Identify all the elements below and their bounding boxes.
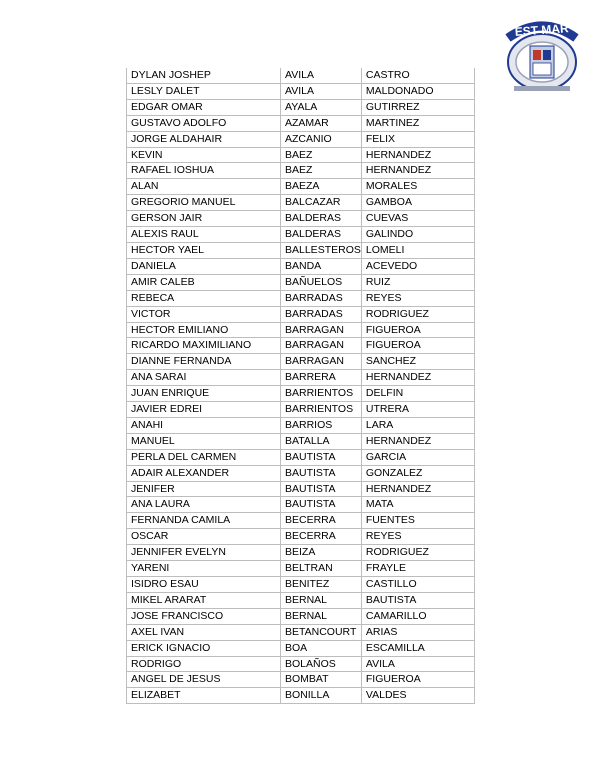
table-row [127, 481, 475, 497]
first-name-cell: AXEL IVAN [127, 624, 281, 640]
maternal-surname-cell: LARA [361, 417, 474, 433]
maternal-surname-cell: MATA [361, 497, 474, 513]
maternal-surname-cell: RUIZ [361, 274, 474, 290]
paternal-surname-cell: BAEZ [281, 163, 362, 179]
table-row [127, 545, 475, 561]
first-name-cell: GREGORIO MANUEL [127, 195, 281, 211]
table-row [127, 211, 475, 227]
first-name-cell: OSCAR [127, 529, 281, 545]
table-row [127, 99, 475, 115]
paternal-surname-cell: AYALA [281, 99, 362, 115]
table-row [127, 242, 475, 258]
paternal-surname-cell: AVILA [281, 68, 362, 83]
first-name-cell: RICARDO MAXIMILIANO [127, 338, 281, 354]
table-row [127, 465, 475, 481]
table-row [127, 290, 475, 306]
paternal-surname-cell: BARRADAS [281, 306, 362, 322]
table-row [127, 163, 475, 179]
maternal-surname-cell: REYES [361, 529, 474, 545]
first-name-cell: HECTOR EMILIANO [127, 322, 281, 338]
maternal-surname-cell: RODRIGUEZ [361, 545, 474, 561]
table-row [127, 370, 475, 386]
first-name-cell: VICTOR [127, 306, 281, 322]
first-name-cell: ANA SARAI [127, 370, 281, 386]
maternal-surname-cell: MORALES [361, 179, 474, 195]
students-table [126, 68, 475, 704]
paternal-surname-cell: BECERRA [281, 513, 362, 529]
maternal-surname-cell: BAUTISTA [361, 592, 474, 608]
table-row [127, 131, 475, 147]
paternal-surname-cell: AVILA [281, 83, 362, 99]
first-name-cell: ISIDRO ESAU [127, 577, 281, 593]
maternal-surname-cell: MALDONADO [361, 83, 474, 99]
maternal-surname-cell: GAMBOA [361, 195, 474, 211]
table-row [127, 577, 475, 593]
first-name-cell: JORGE ALDAHAIR [127, 131, 281, 147]
table-row [127, 227, 475, 243]
first-name-cell: ALAN [127, 179, 281, 195]
first-name-cell: ADAIR ALEXANDER [127, 465, 281, 481]
first-name-cell: RODRIGO [127, 656, 281, 672]
maternal-surname-cell: FRAYLE [361, 561, 474, 577]
table-row [127, 322, 475, 338]
paternal-surname-cell: BELTRAN [281, 561, 362, 577]
first-name-cell: ANA LAURA [127, 497, 281, 513]
maternal-surname-cell: CASTILLO [361, 577, 474, 593]
maternal-surname-cell: ESCAMILLA [361, 640, 474, 656]
table-row [127, 529, 475, 545]
first-name-cell: ERICK IGNACIO [127, 640, 281, 656]
table-row [127, 656, 475, 672]
maternal-surname-cell: FELIX [361, 131, 474, 147]
maternal-surname-cell: CAMARILLO [361, 608, 474, 624]
paternal-surname-cell: BARRIENTOS [281, 402, 362, 418]
paternal-surname-cell: BARRERA [281, 370, 362, 386]
first-name-cell: MIKEL ARARAT [127, 592, 281, 608]
table-row [127, 195, 475, 211]
paternal-surname-cell: BAEZA [281, 179, 362, 195]
paternal-surname-cell: BARRIENTOS [281, 386, 362, 402]
logo-text: EST MAR [514, 21, 570, 39]
table-row [127, 386, 475, 402]
paternal-surname-cell: BOLAÑOS [281, 656, 362, 672]
paternal-surname-cell: BARRADAS [281, 290, 362, 306]
paternal-surname-cell: BETANCOURT [281, 624, 362, 640]
first-name-cell: KEVIN [127, 147, 281, 163]
paternal-surname-cell: BEIZA [281, 545, 362, 561]
table-row [127, 497, 475, 513]
paternal-surname-cell: BARRAGAN [281, 354, 362, 370]
table-row [127, 417, 475, 433]
paternal-surname-cell: BALDERAS [281, 227, 362, 243]
paternal-surname-cell: AZCANIO [281, 131, 362, 147]
maternal-surname-cell: RODRIGUEZ [361, 306, 474, 322]
first-name-cell: ELIZABET [127, 688, 281, 704]
first-name-cell: JAVIER EDREI [127, 402, 281, 418]
first-name-cell: EDGAR OMAR [127, 99, 281, 115]
table-row [127, 258, 475, 274]
paternal-surname-cell: BAUTISTA [281, 497, 362, 513]
table-row [127, 672, 475, 688]
maternal-surname-cell: LOMELI [361, 242, 474, 258]
first-name-cell: PERLA DEL CARMEN [127, 449, 281, 465]
maternal-surname-cell: UTRERA [361, 402, 474, 418]
paternal-surname-cell: BAEZ [281, 147, 362, 163]
paternal-surname-cell: BALDERAS [281, 211, 362, 227]
paternal-surname-cell: BATALLA [281, 433, 362, 449]
table-row [127, 513, 475, 529]
school-logo [500, 12, 584, 96]
first-name-cell: GERSON JAIR [127, 211, 281, 227]
paternal-surname-cell: BENITEZ [281, 577, 362, 593]
maternal-surname-cell: FIGUEROA [361, 322, 474, 338]
maternal-surname-cell: HERNANDEZ [361, 147, 474, 163]
first-name-cell: MANUEL [127, 433, 281, 449]
table-row [127, 449, 475, 465]
first-name-cell: LESLY DALET [127, 83, 281, 99]
table-row [127, 354, 475, 370]
maternal-surname-cell: GONZALEZ [361, 465, 474, 481]
first-name-cell: DIANNE FERNANDA [127, 354, 281, 370]
maternal-surname-cell: SANCHEZ [361, 354, 474, 370]
table-row [127, 608, 475, 624]
paternal-surname-cell: BOA [281, 640, 362, 656]
first-name-cell: GUSTAVO ADOLFO [127, 115, 281, 131]
first-name-cell: JUAN ENRIQUE [127, 386, 281, 402]
paternal-surname-cell: BAUTISTA [281, 449, 362, 465]
table-row [127, 274, 475, 290]
paternal-surname-cell: BAUTISTA [281, 481, 362, 497]
maternal-surname-cell: DELFIN [361, 386, 474, 402]
first-name-cell: DANIELA [127, 258, 281, 274]
paternal-surname-cell: BOMBAT [281, 672, 362, 688]
maternal-surname-cell: AVILA [361, 656, 474, 672]
first-name-cell: ANAHI [127, 417, 281, 433]
maternal-surname-cell: CASTRO [361, 68, 474, 83]
paternal-surname-cell: BARRIOS [281, 417, 362, 433]
table-row [127, 68, 475, 83]
maternal-surname-cell: GUTIRREZ [361, 99, 474, 115]
paternal-surname-cell: BONILLA [281, 688, 362, 704]
first-name-cell: JOSE FRANCISCO [127, 608, 281, 624]
paternal-surname-cell: BANDA [281, 258, 362, 274]
paternal-surname-cell: BECERRA [281, 529, 362, 545]
maternal-surname-cell: ACEVEDO [361, 258, 474, 274]
maternal-surname-cell: HERNANDEZ [361, 433, 474, 449]
table-row [127, 338, 475, 354]
table-row [127, 179, 475, 195]
first-name-cell: DYLAN JOSHEP [127, 68, 281, 83]
table-row [127, 561, 475, 577]
maternal-surname-cell: HERNANDEZ [361, 163, 474, 179]
first-name-cell: ALEXIS RAUL [127, 227, 281, 243]
maternal-surname-cell: CUEVAS [361, 211, 474, 227]
paternal-surname-cell: BARRAGAN [281, 322, 362, 338]
maternal-surname-cell: FIGUEROA [361, 672, 474, 688]
maternal-surname-cell: HERNANDEZ [361, 370, 474, 386]
first-name-cell: HECTOR YAEL [127, 242, 281, 258]
table-row [127, 640, 475, 656]
paternal-surname-cell: BAÑUELOS [281, 274, 362, 290]
paternal-surname-cell: BERNAL [281, 592, 362, 608]
first-name-cell: REBECA [127, 290, 281, 306]
first-name-cell: FERNANDA CAMILA [127, 513, 281, 529]
table-row [127, 688, 475, 704]
first-name-cell: ANGEL DE JESUS [127, 672, 281, 688]
paternal-surname-cell: BAUTISTA [281, 465, 362, 481]
first-name-cell: AMIR CALEB [127, 274, 281, 290]
table-row [127, 592, 475, 608]
paternal-surname-cell: BARRAGAN [281, 338, 362, 354]
maternal-surname-cell: GARCIA [361, 449, 474, 465]
first-name-cell: JENNIFER EVELYN [127, 545, 281, 561]
maternal-surname-cell: VALDES [361, 688, 474, 704]
maternal-surname-cell: FIGUEROA [361, 338, 474, 354]
maternal-surname-cell: REYES [361, 290, 474, 306]
first-name-cell: YARENI [127, 561, 281, 577]
paternal-surname-cell: BALCAZAR [281, 195, 362, 211]
table-row [127, 83, 475, 99]
paternal-surname-cell: BERNAL [281, 608, 362, 624]
table-row [127, 115, 475, 131]
paternal-surname-cell: BALLESTEROS [281, 242, 362, 258]
first-name-cell: RAFAEL IOSHUA [127, 163, 281, 179]
paternal-surname-cell: AZAMAR [281, 115, 362, 131]
table-row [127, 624, 475, 640]
table-row [127, 147, 475, 163]
table-row [127, 433, 475, 449]
table-row [127, 402, 475, 418]
maternal-surname-cell: HERNANDEZ [361, 481, 474, 497]
maternal-surname-cell: MARTINEZ [361, 115, 474, 131]
table-row [127, 306, 475, 322]
first-name-cell: JENIFER [127, 481, 281, 497]
maternal-surname-cell: FUENTES [361, 513, 474, 529]
maternal-surname-cell: GALINDO [361, 227, 474, 243]
maternal-surname-cell: ARIAS [361, 624, 474, 640]
